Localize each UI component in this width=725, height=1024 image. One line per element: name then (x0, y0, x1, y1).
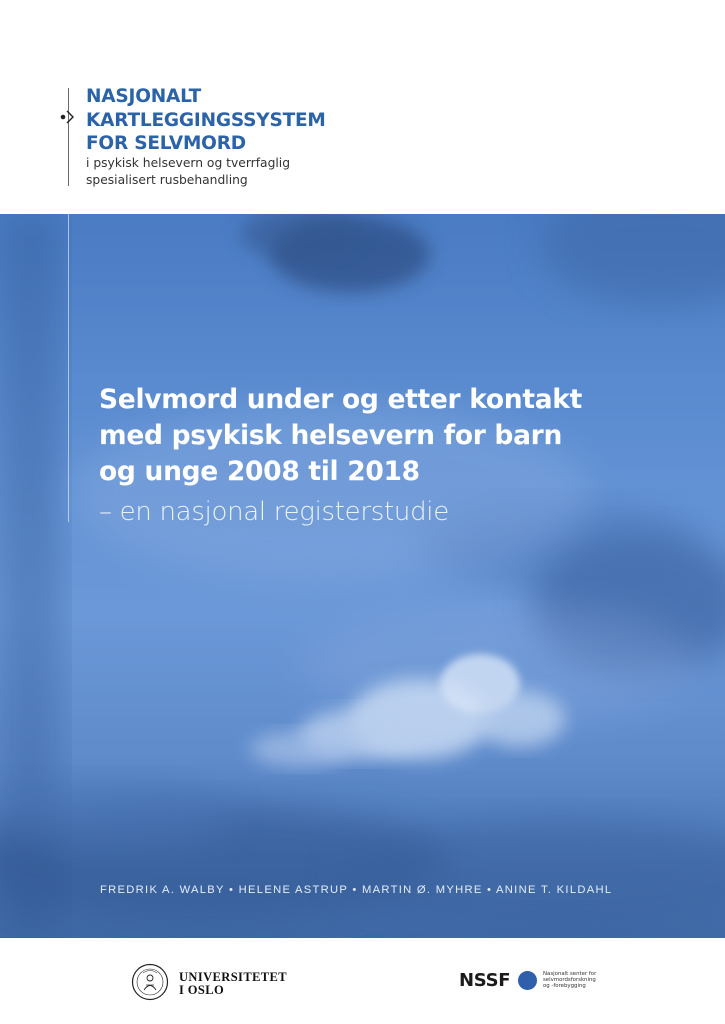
report-subtitle: – en nasjonal registerstudie (99, 497, 449, 527)
report-title-line: med psykisk helsevern for barn (99, 420, 563, 451)
nssf-tagline-line: og -forebygging (543, 983, 586, 990)
cloud-sky-image (0, 214, 725, 938)
nssf-logo-text: NSSF (459, 970, 511, 991)
report-header (0, 0, 725, 214)
header-vertical-rule (68, 88, 69, 186)
nssf-tagline (543, 971, 596, 990)
nssf-tagline-line: Nasjonalt senter for (543, 971, 597, 977)
nssf-dot-icon (518, 971, 537, 990)
logo-subtitle-line: i psykisk helsevern og tverrfaglig (86, 156, 291, 170)
uio-name-line: I OSLO (179, 982, 225, 997)
report-title-line: Selvmord under og etter kontakt (99, 384, 582, 415)
logo-title-line: KARTLEGGINGSSYSTEM (86, 109, 326, 131)
cover-vertical-rule (68, 214, 69, 522)
chevron-right-icon (59, 108, 77, 126)
university-of-oslo-logo-text (179, 971, 287, 996)
logo-subtitle-line: spesialisert rusbehandling (86, 173, 248, 187)
report-title (99, 382, 699, 490)
university-seal-icon (131, 963, 169, 1001)
logo-title-line: NASJONALT (86, 86, 202, 107)
logo-subtitle (86, 155, 290, 189)
nasjonalt-kartleggingssystem-logo-title (86, 85, 326, 156)
report-title-line: og unge 2008 til 2018 (99, 456, 420, 487)
cover-sky-photo (0, 214, 725, 938)
nssf-tagline-line: selvmordsforskning (543, 977, 596, 984)
uio-name-line: UNIVERSITETET (179, 970, 288, 984)
author-list: FREDRIK A. WALBY • HELENE ASTRUP • MARTIN Ø. MYHRE • ANINE T. KILDAHL (100, 884, 613, 896)
logo-title-line: FOR SELVMORD (86, 133, 246, 154)
publisher-footer (0, 938, 725, 1024)
